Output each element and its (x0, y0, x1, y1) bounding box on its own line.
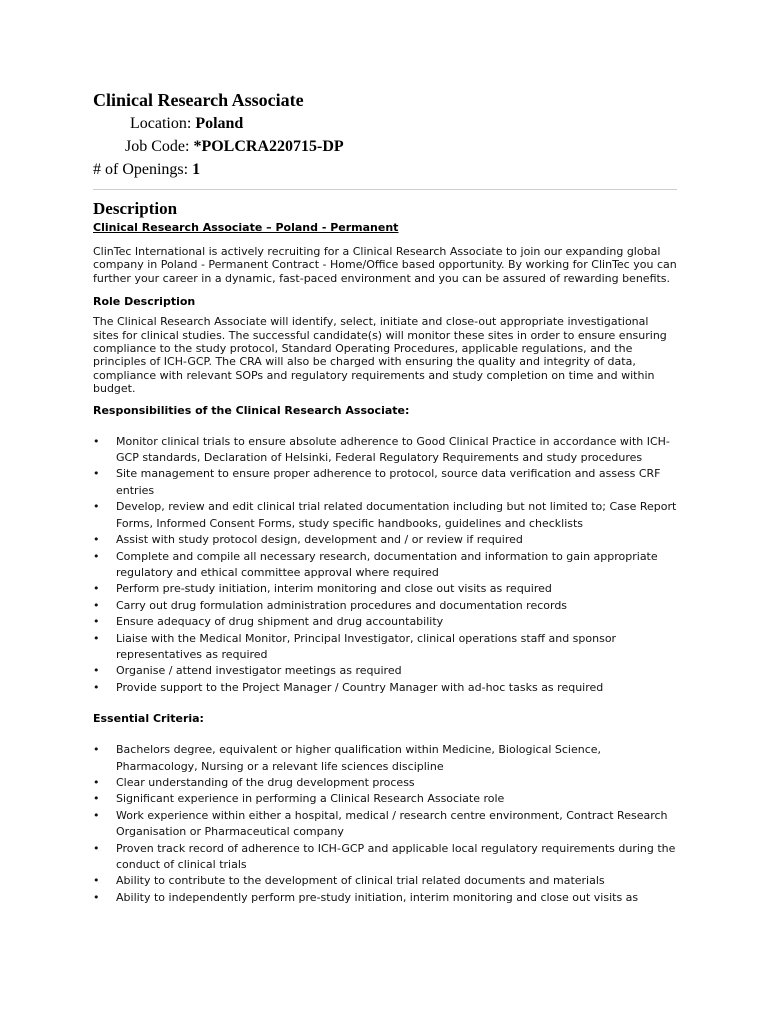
criteria-item (93, 841, 677, 874)
role-description-heading: Role Description (93, 295, 196, 309)
responsibility-item (93, 680, 677, 696)
bullet-icon: • (93, 808, 100, 822)
openings-value: 1 (192, 161, 201, 178)
bullet-icon: • (93, 792, 100, 806)
responsibilities-heading: Responsibilities of the Clinical Research Associate: (93, 403, 410, 417)
essential-criteria-list (93, 742, 677, 906)
job-title: Clinical Research Associate (93, 90, 304, 110)
responsibility-item-text: Ensure adequacy of drug shipment and drug accountability (116, 615, 444, 629)
responsibility-item (93, 663, 677, 679)
criteria-item (93, 791, 677, 807)
criteria-item (93, 742, 677, 775)
bullet-icon: • (93, 500, 100, 514)
bullet-icon: • (93, 533, 100, 547)
bullet-icon: • (93, 664, 100, 678)
role-description-paragraph: The Clinical Research Associate will identify, select, initiate and close-out appropriate investigational sites for clinical studies. The successful candidate(s) will monitor these sites in order to ensure ensuring compliance to the study protocol, Standard Operating Procedures, applicable regulations, and the principles of ICH-GCP. The CRA will also be charged with ensuring the quality and integrity of data, compliance with relevant SOPs and regulatory requirements and study completion on time and within budget. (93, 315, 667, 396)
bullet-icon: • (93, 631, 100, 645)
criteria-item-text: Proven track record of adherence to ICH-GCP and applicable local regulatory requirements during the conduct of clinical trials (116, 841, 676, 871)
job-posting-document (93, 88, 677, 906)
criteria-item-text: Clear understanding of the drug development process (116, 775, 415, 789)
location-value: Poland (195, 115, 244, 132)
job-code-value: *POLCRA220715-DP (193, 138, 344, 155)
responsibility-item-text: Monitor clinical trials to ensure absolute adherence to Good Clinical Practice in accordance with ICH-GCP standards, Declaration of Helsinki, Federal Regulatory Requirements and study procedures (116, 434, 670, 465)
criteria-item-text: Ability to independently perform pre-study initiation, interim monitoring and close out visits as (116, 890, 639, 904)
responsibility-item-text: Complete and compile all necessary research, documentation and information to gain appropriate regulatory and ethical committee approval where required (116, 549, 658, 579)
bullet-icon: • (93, 434, 100, 448)
responsibility-item (93, 434, 677, 467)
criteria-item-text: Significant experience in performing a Clinical Research Associate role (116, 792, 505, 806)
responsibility-item-text: Develop, review and edit clinical trial related documentation including but not limited to; Case Report Forms, Informed Consent Forms, study specific handbooks, guidelines and checklists (116, 500, 677, 530)
responsibility-item (93, 499, 677, 532)
criteria-item (93, 775, 677, 791)
responsibility-item (93, 614, 677, 630)
bullet-icon: • (93, 467, 100, 481)
job-code-line (93, 135, 677, 158)
responsibility-item-text: Carry out drug formulation administration procedures and documentation records (116, 598, 568, 612)
responsibility-item-text: Provide support to the Project Manager / Country Manager with ad-hoc tasks as required (116, 680, 604, 694)
responsibility-item (93, 581, 677, 597)
responsibility-item (93, 532, 677, 548)
responsibility-item (93, 598, 677, 614)
responsibility-item (93, 549, 677, 582)
responsibility-item (93, 466, 677, 499)
responsibility-item (93, 631, 677, 664)
intro-paragraph: ClinTec International is actively recruiting for a Clinical Research Associate to join our expanding global company in Poland - Permanent Contract - Home/Office based opportunity. By working for ClinTec you can further your career in a dynamic, fast-paced environment and you can be assured of rewarding benefits. (93, 245, 677, 285)
criteria-item (93, 890, 677, 906)
bullet-icon: • (93, 775, 100, 789)
bullet-icon: • (93, 890, 100, 904)
criteria-item-text: Bachelors degree, equivalent or higher qualification within Medicine, Biological Science, Pharmacology, Nursing or a relevant life sciences discipline (116, 743, 602, 773)
bullet-icon: • (93, 874, 100, 888)
bullet-icon: • (93, 582, 100, 596)
openings-line (93, 158, 677, 181)
bullet-icon: • (93, 841, 100, 855)
responsibility-item-text: Site management to ensure proper adherence to protocol, source data verification and assess CRF entries (116, 467, 661, 497)
location-label: Location: (130, 115, 192, 132)
responsibility-item-text: Perform pre-study initiation, interim monitoring and close out visits as required (116, 582, 552, 596)
description-subheading: Clinical Research Associate – Poland - Permanent (93, 221, 399, 234)
responsibility-item-text: Liaise with the Medical Monitor, Principal Investigator, clinical operations staff and sponsor representatives as required (116, 631, 617, 661)
bullet-icon: • (93, 680, 100, 694)
bullet-icon: • (93, 549, 100, 563)
criteria-item (93, 808, 677, 841)
bullet-icon: • (93, 743, 100, 757)
criteria-item-text: Ability to contribute to the development of clinical trial related documents and materials (116, 874, 605, 888)
divider (93, 189, 677, 190)
essential-criteria-heading: Essential Criteria: (93, 712, 204, 726)
bullet-icon: • (93, 598, 100, 612)
criteria-item (93, 873, 677, 889)
responsibility-item-text: Assist with study protocol design, development and / or review if required (116, 533, 523, 547)
responsibility-item-text: Organise / attend investigator meetings as required (116, 664, 402, 678)
responsibilities-list (93, 434, 677, 697)
criteria-item-text: Work experience within either a hospital, medical / research centre environment, Contract Research Organisation or Pharmaceutical company (116, 808, 668, 839)
location-line (93, 112, 677, 135)
bullet-icon: • (93, 615, 100, 629)
openings-label: # of Openings: (93, 161, 189, 178)
description-heading: Description (93, 199, 178, 218)
job-code-label: Job Code: (125, 138, 190, 155)
